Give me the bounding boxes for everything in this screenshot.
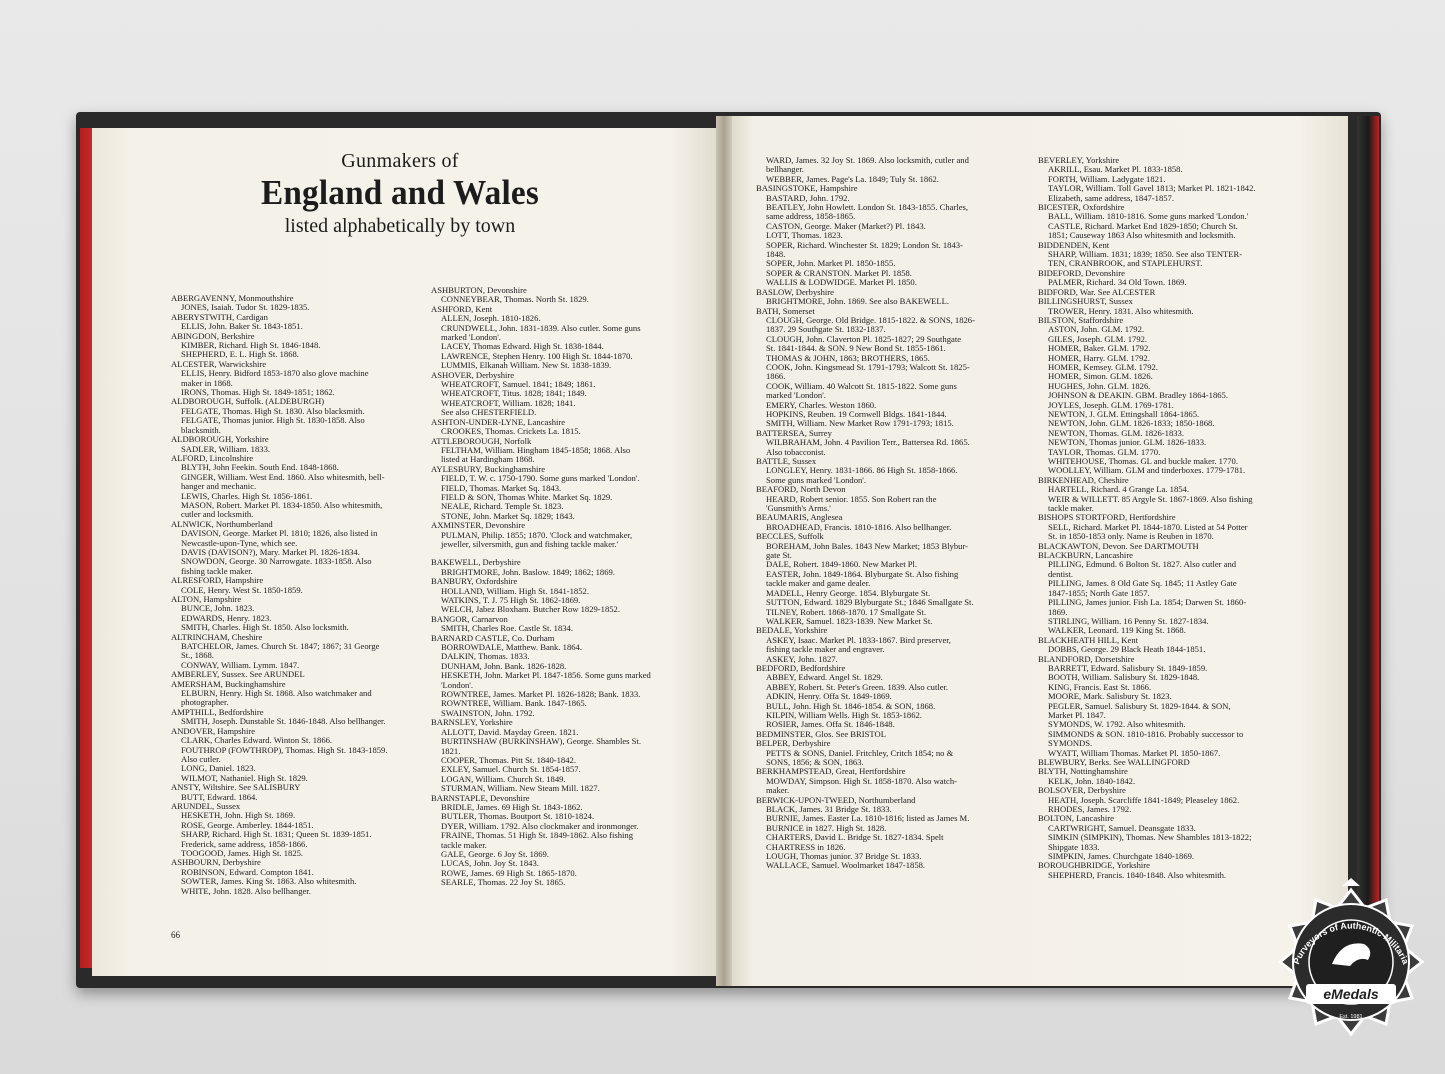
town-heading: AMPTHILL, Bedfordshire xyxy=(171,706,264,717)
gunmaker-entry: LACEY, Thomas Edward. High St. 1838-1844. xyxy=(441,341,604,352)
gunmaker-entry: BUTT, Edward. 1864. xyxy=(181,791,258,802)
town-heading: BILLINGSHURST, Sussex xyxy=(1038,296,1133,307)
gunmaker-entry: JONES, Isaiah. Tudor St. 1829-1835. xyxy=(181,302,310,313)
town-heading: BICESTER, Oxfordshire xyxy=(1038,202,1125,213)
town-heading: ATTLEBOROUGH, Norfolk xyxy=(431,435,532,446)
gunmaker-entry: TAYLOR, Thomas. GLM. 1770. xyxy=(1048,446,1161,457)
gunmaker-entry: ROWNTREE, William. Bank. 1847-1865. xyxy=(441,698,587,709)
gunmaker-entry: ASKEY, John. 1827. xyxy=(766,653,838,664)
gunmaker-entry: DOBBS, George. 29 Black Heath 1844-1851. xyxy=(1048,644,1206,655)
gunmaker-entry: WARD, James. 32 Joy St. 1869. Also locksmith, cutler and xyxy=(766,155,969,165)
town-heading: BOLTON, Lancashire xyxy=(1038,813,1114,824)
entry-continuation: fishing tackle maker. xyxy=(181,565,253,576)
town-heading: ASHTON-UNDER-LYNE, Lancashire xyxy=(431,416,566,427)
town-heading: BANGOR, Carnarvon xyxy=(431,613,508,624)
entry-continuation: Market Pl. 1847. xyxy=(1048,709,1106,720)
gunmaker-entry: WEBBER, James. Page's La. 1849; Tuly St. 1862. xyxy=(766,173,939,184)
logo-est-text: Est. 1981 xyxy=(1339,1014,1363,1020)
gunmaker-entry: FELGATE, Thomas. High St. 1830. Also blacksmith. xyxy=(181,405,365,416)
gunmaker-entry: WHITEHOUSE, Thomas. GL and buckle maker. 1770. xyxy=(1048,456,1238,466)
gunmaker-entry: HOMER, Kemsey. GLM. 1792. xyxy=(1048,361,1158,372)
gunmaker-entry: ALLEN, Joseph. 1810-1826. xyxy=(441,313,541,324)
gunmaker-entry: PALMER, Richard. 34 Old Town. 1869. xyxy=(1048,277,1187,288)
gunmaker-entry: CASTLE, Richard. Market End 1829-1850; Church St. xyxy=(1048,220,1238,231)
gunmaker-entry: GINGER, William. West End. 1860. Also whitesmith, bell- xyxy=(181,471,385,482)
gunmaker-entry: WELCH, Jabez Bloxham. Butcher Row 1829-1852. xyxy=(441,604,621,615)
gunmaker-entry: PEGLER, Samuel. Salisbury St. 1829-1844. & SON, xyxy=(1048,700,1231,711)
gunmaker-entry: BULL, John. High St. 1846-1854. & SON, 1868. xyxy=(766,700,936,711)
gunmaker-entry: SELL, Richard. Market Pl. 1844-1870. Listed at 54 Potter xyxy=(1048,521,1248,532)
gunmaker-entry: SHEPHERD, Francis. 1840-1848. Also whitesmith. xyxy=(1048,869,1227,880)
gunmaker-entry: WILBRAHAM, John. 4 Pavilion Terr., Battersea Rd. 1865. xyxy=(766,437,970,448)
town-heading: BAKEWELL, Derbyshire xyxy=(431,557,521,568)
gunmaker-entry: WEIR & WILLETT. 85 Argyle St. 1867-1869. Also fishing xyxy=(1048,493,1253,504)
town-heading: ASHBURTON, Devonshire xyxy=(431,285,527,295)
gunmaker-entry: SOPER & CRANSTON. Market Pl. 1858. xyxy=(766,267,912,278)
gunmaker-entry: SOWTER, James. King St. 1863. Also whitesmith. xyxy=(181,876,357,887)
gunmaker-entry: SUTTON, Edward. 1829 Blyburgate St.; 1846 Smallgate St. xyxy=(766,597,974,608)
town-heading: BARNSLEY, Yorkshire xyxy=(431,717,513,728)
gunmaker-entry: CLOUGH, George. Old Bridge. 1815-1822. & SONS, 1826- xyxy=(766,314,975,325)
town-heading: BLACKAWTON, Devon. See DARTMOUTH xyxy=(1038,540,1199,551)
entry-continuation: tackle maker and game dealer. xyxy=(766,578,871,589)
gunmaker-entry: DYER, William. 1792. Also clockmaker and ironmonger. xyxy=(441,820,639,831)
gunmaker-entry: SIMMONDS & SON. 1810-1816. Probably successor to xyxy=(1048,728,1244,739)
gunmaker-entry: SHEPHERD, E. L. High St. 1868. xyxy=(181,349,299,360)
town-heading: BASLOW, Derbyshire xyxy=(756,286,834,297)
gunmaker-entry: SMITH, William. New Market Row 1791-1793; 1815. xyxy=(766,418,954,429)
gunmaker-entry: SMITH, Charles Roe. Castle St. 1834. xyxy=(441,623,574,634)
gunmaker-entry: CRUNDWELL, John. 1831-1839. Also cutler. Some guns xyxy=(441,322,641,333)
entry-continuation: same address, 1858-1865. xyxy=(766,211,856,222)
town-heading: BEDFORD, Bedfordshire xyxy=(756,662,846,673)
gunmaker-entry: TOOGOOD, James. High St. 1825. xyxy=(181,847,304,858)
gunmaker-entry: ABBEY, Robert. St. Peter's Green. 1839. Also cutler. xyxy=(766,681,949,692)
heading-pre: Gunmakers of xyxy=(341,150,459,172)
gunmaker-entry: WHEATCROFT, Titus. 1828; 1841; 1849. xyxy=(441,388,587,399)
gunmaker-entry: ASKEY, Isaac. Market Pl. 1833-1867. Bird preserver, xyxy=(766,634,951,645)
gunmaker-entry: CONNEYBEAR, Thomas. North St. 1829. xyxy=(441,294,589,305)
gunmaker-entry: HOLLAND, William. High St. 1841-1852. xyxy=(441,585,589,596)
town-heading: BECCLES, Suffolk xyxy=(756,531,824,542)
town-heading: BIDDENDEN, Kent xyxy=(1038,239,1110,250)
gunmaker-entry: SHARP, William. 1831; 1839; 1850. See also TENTER- xyxy=(1048,249,1243,260)
entry-continuation: Newcastle-upon-Tyne, which see. xyxy=(181,537,298,548)
gunmaker-entry: HARTELL, Richard. 4 Grange La. 1854. xyxy=(1048,484,1190,495)
gunmaker-entry: ABBEY, Edward. Angel St. 1829. xyxy=(766,672,883,683)
gunmaker-entry: BARRETT, Edward. Salisbury St. 1849-1859. xyxy=(1048,662,1208,673)
gunmaker-entry: TAYLOR, William. Toll Gavel 1813; Market Pl. 1821-1842. xyxy=(1048,183,1256,194)
town-heading: BEDMINSTER, Glos. See BRISTOL xyxy=(756,728,886,739)
gunmaker-entry: BRIGHTMORE, John. Baslow. 1849; 1862; 1869. xyxy=(441,566,615,577)
heading-main-title: England and Wales xyxy=(261,173,539,212)
town-heading: BERKHAMPSTEAD, Great, Hertfordshire xyxy=(756,766,906,777)
town-heading: ASHFORD, Kent xyxy=(431,303,493,314)
entry-continuation: tackle maker. xyxy=(1048,503,1094,514)
page-number: 66 xyxy=(171,930,180,940)
gunmaker-entry: SMITH, Charles. High St. 1850. Also locksmith. xyxy=(181,622,349,633)
entry-continuation: photographer. xyxy=(181,697,229,708)
town-heading: ALDBOROUGH, Yorkshire xyxy=(171,434,269,445)
gunmaker-entry: FELTHAM, William. Hingham 1845-1858; 1868. Also xyxy=(441,444,631,455)
gunmaker-entry: EDWARDS, Henry. 1823. xyxy=(181,612,272,623)
entry-continuation: Also cutler. xyxy=(181,753,221,764)
gunmaker-entry: ROSE, George. Amberley. 1844-1851. xyxy=(181,819,314,830)
town-heading: BILSTON, Staffordshire xyxy=(1038,314,1124,325)
gunmaker-entry: WOOLLEY, William. GLM and tinderboxes. 1779-1781. xyxy=(1048,465,1246,476)
gunmaker-entry: WHEATCROFT, Samuel. 1841; 1849; 1861. xyxy=(441,379,596,390)
gunmaker-entry: PILLING, James junior. Fish La. 1854; Darwen St. 1860- xyxy=(1048,597,1247,608)
entry-continuation: Frederick, same address, 1858-1866. xyxy=(181,838,308,849)
logo-brand-text: eMedals xyxy=(1323,986,1379,1002)
town-heading: BATH, Somerset xyxy=(756,305,815,316)
town-heading: AMERSHAM, Buckinghamshire xyxy=(171,678,286,689)
gunmaker-entry: LAWRENCE, Stephen Henry. 100 High St. 1844-1870. xyxy=(441,350,633,361)
entry-continuation: fishing tackle maker and engraver. xyxy=(766,644,885,655)
gunmaker-entry: HESKETH, John. High St. 1869. xyxy=(181,810,296,821)
town-heading: AYLESBURY, Buckinghamshire xyxy=(431,463,546,474)
gunmaker-entry: SOPER, John. Market Pl. 1850-1855. xyxy=(766,258,896,269)
town-heading: BLANDFORD, Dorsetshire xyxy=(1038,653,1135,664)
gunmaker-entry: LOTT, Thomas. 1823. xyxy=(766,230,843,241)
gunmaker-entry: HESKETH, John. Market Pl. 1847-1856. Some guns marked xyxy=(441,670,651,681)
gunmaker-entry: CASTON, George. Maker (Market?) Pl. 1843. xyxy=(766,220,926,231)
gunmaker-entry: CROOKES, Thomas. Crickets La. 1815. xyxy=(441,426,581,437)
gunmaker-entry: ALLOTT, David. Mayday Green. 1821. xyxy=(441,726,579,737)
gunmaker-entry: CONWAY, William. Lymm. 1847. xyxy=(181,659,300,670)
gunmaker-entry: SHARP, Richard. High St. 1831; Queen St. 1839-1851. xyxy=(181,829,372,840)
town-heading: BARNARD CASTLE, Co. Durham xyxy=(431,632,555,643)
gunmaker-entry: MOORE, Mark. Salisbury St. 1823. xyxy=(1048,691,1172,702)
gunmaker-entry: LONG, Daniel. 1823. xyxy=(181,763,256,774)
gunmaker-entry: HUGHES, John. GLM. 1826. xyxy=(1048,380,1151,391)
gunmaker-entry: WALLIS & LODWIDGE. Market Pl. 1850. xyxy=(766,277,917,288)
gunmaker-entry: FORTH, William. Ladygate 1821. xyxy=(1048,173,1166,184)
gunmaker-entry: WILMOT, Nathaniel. High St. 1829. xyxy=(181,772,308,783)
gunmaker-entry: ROWE, James. 69 High St. 1865-1870. xyxy=(441,867,577,878)
gunmaker-entry: SNOWDON, George. 30 Narrowgate. 1833-1858. Also xyxy=(181,556,372,567)
town-heading: BLYTH, Nottinghamshire xyxy=(1038,766,1128,777)
gunmaker-entry: COOK, William. 40 Walcott St. 1815-1822. Some guns xyxy=(766,380,957,391)
entry-continuation: tackle maker. xyxy=(441,839,487,850)
gunmaker-entry: BRIGHTMORE, John. 1869. See also BAKEWELL. xyxy=(766,296,950,307)
gunmaker-entry: FELGATE, Thomas junior. High St. 1830-1858. Also xyxy=(181,415,365,426)
town-heading: ALTON, Hampshire xyxy=(171,594,242,604)
gunmaker-entry: DAVISON, George. Market Pl. 1810; 1826, also listed in xyxy=(181,528,378,539)
town-heading: BIRKENHEAD, Cheshire xyxy=(1038,474,1129,485)
gunmaker-entry: BURNICE in 1827. High St. 1828. xyxy=(766,822,887,833)
gunmaker-entry: LOUGH, Thomas junior. 37 Bridge St. 1833. xyxy=(766,851,922,862)
town-heading: BEAUMARIS, Anglesea xyxy=(756,512,843,523)
gunmaker-entry: ROBINSON, Edward. Compton 1841. xyxy=(181,866,314,877)
entries-column-4 xyxy=(1038,156,1256,880)
gunmaker-entry: CHARTERS, David L. Bridge St. 1827-1834. Spelt xyxy=(766,832,944,843)
gunmaker-entry: HEATH, Joseph. Scarcliffe 1841-1849; Pleaseley 1862. xyxy=(1048,794,1240,805)
town-heading: BASINGSTOKE, Hampshire xyxy=(756,183,858,194)
town-heading: ALNWICK, Northumberland xyxy=(171,518,273,529)
gunmaker-entry: EASTER, John. 1849-1864. Blyburgate St. Also fishing xyxy=(766,568,959,579)
entry-continuation: St. 1841-1844. & SON. 9 New Bond St. 1855-1861. xyxy=(766,343,946,354)
entries-column-1 xyxy=(171,294,388,896)
gunmaker-entry: KILPIN, William Wells. High St. 1853-1862. xyxy=(766,709,922,720)
gunmaker-entry: ROSIER, James. Offa St. 1846-1848. xyxy=(766,719,895,730)
gunmaker-entry: PILLING, Edmund. 6 Bolton St. 1827. Also cutler and xyxy=(1048,559,1237,570)
town-heading: BOROUGHBRIDGE, Yorkshire xyxy=(1038,860,1150,871)
town-heading: BEVERLEY, Yorkshire xyxy=(1038,155,1120,165)
gunmaker-entry: KIMBER, Richard. High St. 1846-1848. xyxy=(181,340,321,351)
gunmaker-entry: ROWNTREE, James. Market Pl. 1826-1828; Bank. 1833. xyxy=(441,689,641,700)
town-heading: ABERYSTWITH, Cardigan xyxy=(171,311,268,322)
entry-continuation: blacksmith. xyxy=(181,424,221,435)
gunmaker-entry: HOMER, Baker. GLM. 1792. xyxy=(1048,343,1151,354)
gunmaker-entry: SEARLE, Thomas. 22 Joy St. 1865. xyxy=(441,877,566,888)
gunmaker-entry: LONGLEY, Henry. 1831-1866. 86 High St. 1858-1866. xyxy=(766,465,958,476)
entry-continuation: dentist. xyxy=(1048,568,1074,579)
gunmaker-entry: NEWTON, J. GLM. Ettingshall 1864-1865. xyxy=(1048,408,1200,419)
town-heading: ALFORD, Lincolnshire xyxy=(171,452,254,463)
gunmaker-entry: COOK, John. Kingsmead St. 1791-1793; Walcott St. 1825- xyxy=(766,361,970,372)
entry-continuation: See also CHESTERFIELD. xyxy=(441,407,537,418)
town-heading: ABERGAVENNY, Monmouthshire xyxy=(171,293,294,303)
heading-subtitle: listed alphabetically by town xyxy=(284,215,516,237)
entry-continuation: TEN, CRANBROOK, and STAPLEHURST. xyxy=(1048,258,1203,269)
gunmaker-entry: RHODES, James. 1792. xyxy=(1048,804,1132,815)
town-heading: BLEWBURY, Berks. See WALLINGFORD xyxy=(1038,757,1190,767)
gunmaker-entry: ADKIN, Henry. Offa St. 1849-1869. xyxy=(766,691,892,702)
logo-arc-text: Purveyors of Authentic Militaria xyxy=(1291,920,1411,966)
gunmaker-entry: WALLACE, Samuel. Woolmarket 1847-1858. xyxy=(766,860,926,871)
gunmaker-entry: NEWTON, Thomas junior. GLM. 1826-1833. xyxy=(1048,437,1207,448)
gunmaker-entry: ELLIS, John. Baker St. 1843-1851. xyxy=(181,321,303,332)
gunmaker-entry: SYMONDS, W. 1792. Also whitesmith. xyxy=(1048,719,1186,730)
town-heading: ALDBOROUGH, Suffolk. (ALDEBURGH) xyxy=(171,396,325,407)
entry-continuation: maker. xyxy=(766,785,790,796)
entry-continuation: maker in 1868. xyxy=(181,377,233,388)
gunmaker-entry: JOYLES, Joseph. GLM. 1769-1781. xyxy=(1048,399,1174,410)
gunmaker-entry: SWAINSTON, John. 1792. xyxy=(441,707,535,718)
entry-continuation: marked 'London'. xyxy=(766,390,826,401)
gunmaker-entry: NEALE, Richard. Temple St. 1823. xyxy=(441,501,564,512)
entry-continuation: 1866. xyxy=(766,371,786,382)
town-heading: BARNSTAPLE, Devonshire xyxy=(431,792,530,803)
gunmaker-entry: SADLER, William. 1833. xyxy=(181,443,271,454)
town-heading: BEAFORD, North Devon xyxy=(756,484,846,495)
entry-continuation: cutler and locksmith. xyxy=(181,509,254,520)
town-heading: BISHOPS STORTFORD, Hertfordshire xyxy=(1038,512,1176,523)
gunmaker-entry: BASTARD, John. 1792. xyxy=(766,192,850,203)
gunmaker-entry: PETTS & SONS, Daniel. Fritchley, Critch 1854; no & xyxy=(766,747,954,758)
town-heading: BANBURY, Oxfordshire xyxy=(431,576,518,587)
gunmaker-entry: STONE, John. Market Sq. 1829; 1843. xyxy=(441,510,575,521)
chapter-heading xyxy=(190,150,610,238)
entry-continuation: SONS, 1856; & SON, 1863. xyxy=(766,757,864,767)
emedals-logo xyxy=(1262,878,1440,1056)
gunmaker-entry: BALL, William. 1810-1816. Some guns marked 'London.' xyxy=(1048,211,1249,222)
gunmaker-entry: BEATLEY, John Howlett. London St. 1843-1855. Charles, xyxy=(766,202,969,213)
gunmaker-entry: JOHNSON & DEAKIN. GBM. Bradley 1864-1865. xyxy=(1048,390,1228,401)
gunmaker-entry: GILES, Joseph. GLM. 1792. xyxy=(1048,333,1148,344)
town-heading: ANDOVER, Hampshire xyxy=(171,725,256,736)
entry-continuation: St. in 1850-1853 only. Name is Reuben in 1870. xyxy=(1048,531,1214,542)
town-heading: BEDALE, Yorkshire xyxy=(756,625,828,636)
gunmaker-entry: KELK, John. 1840-1842. xyxy=(1048,775,1136,786)
entry-continuation: marked 'London'. xyxy=(441,332,501,343)
gunmaker-entry: COLE, Henry. West St. 1850-1859. xyxy=(181,584,303,595)
gunmaker-entry: WATKINS, T. J. 75 High St. 1862-1869. xyxy=(441,595,581,605)
entry-continuation: 1837. 29 Southgate St. 1832-1837. xyxy=(766,324,886,335)
gunmaker-entry: FIELD, T. W. c. 1750-1790. Some guns marked 'London'. xyxy=(441,473,640,484)
town-heading: ALTRINCHAM, Cheshire xyxy=(171,631,263,642)
town-heading: ASHOVER, Derbyshire xyxy=(431,369,515,380)
gunmaker-entry: TROWER, Henry. 1831. Also whitesmith. xyxy=(1048,305,1194,316)
entry-continuation: 1869. xyxy=(1048,606,1068,617)
gunmaker-entry: WHITE, John. 1828. Also bellhanger. xyxy=(181,885,311,896)
town-heading: BOLSOVER, Derbyshire xyxy=(1038,785,1126,796)
entry-continuation: SYMONDS. xyxy=(1048,738,1093,749)
town-heading: BERWICK-UPON-TWEED, Northumberland xyxy=(756,794,916,805)
gunmaker-entry: FIELD, Thomas. Market Sq. 1843. xyxy=(441,482,562,493)
entry-continuation: CHARTRESS in 1826. xyxy=(766,841,846,852)
town-heading: AMBERLEY, Sussex. See ARUNDEL xyxy=(171,669,305,680)
book-cover-right-edge xyxy=(1357,116,1379,984)
gunmaker-entry: EMERY, Charles. Weston 1860. xyxy=(766,399,877,410)
town-heading: ASHBOURN, Derbyshire xyxy=(171,857,261,868)
gunmaker-entry: SIMPKIN, James. Churchgate 1840-1869. xyxy=(1048,851,1195,862)
gunmaker-entry: BATCHELOR, James. Church St. 1847; 1867; 31 George xyxy=(181,641,380,652)
entry-continuation: Also tobacconist. xyxy=(766,446,826,457)
gunmaker-entry: FRAINE, Thomas. 51 High St. 1849-1862. Also fishing xyxy=(441,830,634,841)
entry-continuation: hanger and mechanic. xyxy=(181,481,257,492)
entry-continuation: jeweller, silversmith, gun and fishing tackle maker.' xyxy=(441,538,619,549)
gunmaker-entry: DALKIN, Thomas. 1833. xyxy=(441,651,530,662)
gunmaker-entry: LEWIS, Charles. High St. 1856-1861. xyxy=(181,490,313,501)
entry-continuation: 'Gunsmith's Arms.' xyxy=(766,503,831,514)
gunmaker-entry: MADELL, Henry George. 1854. Blyburgate St. xyxy=(766,587,931,598)
entry-continuation: Some guns marked 'London'. xyxy=(766,474,867,485)
gunmaker-entry: HOMER, Simon. GLM. 1826. xyxy=(1048,371,1153,382)
town-heading: ALCESTER, Warwickshire xyxy=(171,358,267,369)
town-heading: BIDEFORD, Devonshire xyxy=(1038,267,1125,278)
town-heading: BLACKHEATH HILL, Kent xyxy=(1038,634,1139,645)
gunmaker-entry: AKRILL, Esau. Market Pl. 1833-1858. xyxy=(1048,164,1183,175)
gunmaker-entry: LUCAS, John. Joy St. 1843. xyxy=(441,858,539,869)
gunmaker-entry: HOPKINS, Reuben. 19 Cornwell Bldgs. 1841-1844. xyxy=(766,408,947,419)
gunmaker-entry: HEARD, Robert senior. 1855. Son Robert ran the xyxy=(766,493,937,504)
book-gutter xyxy=(716,116,732,986)
town-heading: ANSTY, Wiltshire. See SALISBURY xyxy=(171,782,301,793)
gunmaker-entry: IRONS, Thomas. High St. 1849-1851; 1862. xyxy=(181,387,335,398)
entry-continuation: Shipgate 1833. xyxy=(1048,841,1100,852)
town-heading: ALRESFORD, Hampshire xyxy=(171,575,264,586)
gunmaker-entry: DUNHAM, John. Bank. 1826-1828. xyxy=(441,660,567,671)
gunmaker-entry: THOMAS & JOHN, 1863; BROTHERS, 1865. xyxy=(766,352,930,363)
gunmaker-entry: LOGAN, William. Church St. 1849. xyxy=(441,773,566,784)
gunmaker-entry: LUMMIS, Elkanah William. New St. 1838-1839. xyxy=(441,360,612,371)
gunmaker-entry: BUTLER, Thomas. Boutport St. 1810-1824. xyxy=(441,811,595,822)
gunmaker-entry: TILNEY, Robert. 1868-1870. 17 Smallgate St. xyxy=(766,606,927,617)
entries-column-2 xyxy=(431,286,651,888)
gunmaker-entry: BUNCE, John. 1823. xyxy=(181,603,255,614)
entry-continuation: Elizabeth, same address, 1847-1857. xyxy=(1048,192,1175,203)
gunmaker-entry: NEWTON, Thomas. GLM. 1826-1833. xyxy=(1048,427,1184,438)
gunmaker-entry: BOREHAM, John Bales. 1843 New Market; 1853 Blybur- xyxy=(766,540,969,551)
town-heading: BLACKBURN, Lancashire xyxy=(1038,550,1133,561)
gunmaker-entry: ASTON, John. GLM. 1792. xyxy=(1048,324,1145,335)
gunmaker-entry: DAVIS (DAVISON?), Mary. Market Pl. 1826-1834. xyxy=(181,546,360,557)
gunmaker-entry: BOOTH, William. Salisbury St. 1829-1848. xyxy=(1048,672,1200,683)
gunmaker-entry: WALKER, Samuel. 1823-1839. New Market St. xyxy=(766,615,933,626)
entry-continuation: listed at Hardingham 1868. xyxy=(441,454,535,465)
entry-continuation: St., 1868. xyxy=(181,650,214,661)
gunmaker-entry: SIMKIN (SIMPKIN), Thomas. New Shambles 1813-1822; xyxy=(1048,832,1252,843)
gunmaker-entry: KING, Francis. East St. 1866. xyxy=(1048,681,1152,692)
gunmaker-entry: EXLEY, Samuel. Church St. 1854-1857. xyxy=(441,764,581,775)
entry-continuation: 1847-1855; North Gate 1857. xyxy=(1048,587,1150,598)
gunmaker-entry: WYATT, William Thomas. Market Pl. 1850-1867. xyxy=(1048,747,1221,758)
town-heading: BATTERSEA, Surrey xyxy=(756,427,832,438)
entry-continuation: 1848. xyxy=(766,249,786,260)
gunmaker-entry: ELBURN, Henry. High St. 1868. Also watchmaker and xyxy=(181,688,372,699)
entry-continuation: bellhanger. xyxy=(766,164,804,175)
gunmaker-entry: CLOUGH, John. Claverton Pl. 1825-1827; 29 Southgate xyxy=(766,333,962,344)
town-heading: ARUNDEL, Sussex xyxy=(171,800,241,811)
gunmaker-entry: BURTINSHAW (BURKINSHAW), George. Shambles St. xyxy=(441,736,641,747)
gunmaker-entry: BORROWDALE, Matthew. Bank. 1864. xyxy=(441,642,582,653)
gunmaker-entry: BROADHEAD, Francis. 1810-1816. Also bellhanger. xyxy=(766,521,952,532)
gunmaker-entry: FIELD & SON, Thomas White. Market Sq. 1829. xyxy=(441,491,613,502)
gunmaker-entry: WHEATCROFT, William. 1828; 1841. xyxy=(441,397,576,408)
gunmaker-entry: MASON, Robert. Market Pl. 1834-1850. Also whitesmith, xyxy=(181,499,383,510)
gunmaker-entry: BLACK, James. 31 Bridge St. 1833. xyxy=(766,804,892,815)
gunmaker-entry: BLYTH, John Feekin. South End. 1848-1868. xyxy=(181,462,339,473)
gunmaker-entry: STURMAN, William. New Steam Mill. 1827. xyxy=(441,783,600,794)
entries-column-3 xyxy=(756,156,975,871)
entry-continuation: 1851; Causeway 1863 Also whitesmith and locksmith. xyxy=(1048,230,1236,241)
gunmaker-entry: CLARK, Charles Edward. Winton St. 1866. xyxy=(181,735,333,746)
entry-continuation: gate St. xyxy=(766,550,792,561)
town-heading: BELPER, Derbyshire xyxy=(756,738,831,749)
gunmaker-entry: STIRLING, William. 16 Penny St. 1827-1834. xyxy=(1048,615,1209,626)
town-heading: BIDFORD, War. See ALCESTER xyxy=(1038,286,1156,297)
gunmaker-entry: WALKER, Leonard. 119 King St. 1868. xyxy=(1048,625,1186,636)
gunmaker-entry: ELLIS, Henry. Bidford 1853-1870 also glove machine xyxy=(181,368,369,379)
gunmaker-entry: PULMAN, Philip. 1855; 1870. 'Clock and watchmaker, xyxy=(441,529,633,540)
gunmaker-entry: NEWTON, John. GLM. 1826-1833; 1850-1868. xyxy=(1048,418,1215,429)
gunmaker-entry: FOUTHROP (FOWTHROP), Thomas. High St. 1843-1859. xyxy=(181,744,388,755)
gunmaker-entry: MOWDAY, Simpson. High St. 1858-1870. Also watch- xyxy=(766,775,957,786)
gunmaker-entry: BURNIE, James. Easter La. 1810-1816; listed as James M. xyxy=(766,813,970,824)
gunmaker-entry: PILLING, James. 8 Old Gate Sq. 1845; 11 Astley Gate xyxy=(1048,578,1237,589)
town-heading: AXMINSTER, Devonshire xyxy=(431,520,526,531)
entry-continuation: 'London'. xyxy=(441,679,473,690)
gunmaker-entry: DALE, Robert. 1849-1860. New Market Pl. xyxy=(766,559,918,570)
gunmaker-entry: SMITH, Joseph. Dunstable St. 1846-1848. Also bellhanger. xyxy=(181,716,386,727)
gunmaker-entry: GALE, George. 6 Joy St. 1869. xyxy=(441,848,549,859)
entry-continuation: 1821. xyxy=(441,745,461,756)
gunmaker-entry: SOPER, Richard. Winchester St. 1829; London St. 1843- xyxy=(766,239,963,250)
gunmaker-entry: HOMER, Harry. GLM. 1792. xyxy=(1048,352,1150,363)
town-heading: BATTLE, Sussex xyxy=(756,456,817,466)
gunmaker-entry: BRIDLE, James. 69 High St. 1843-1862. xyxy=(441,801,583,812)
town-heading: ABINGDON, Berkshire xyxy=(171,330,255,341)
gunmaker-entry: COOPER, Thomas. Pitt St. 1840-1842. xyxy=(441,754,576,765)
gunmaker-entry: CARTWRIGHT, Samuel. Deansgate 1833. xyxy=(1048,822,1196,833)
